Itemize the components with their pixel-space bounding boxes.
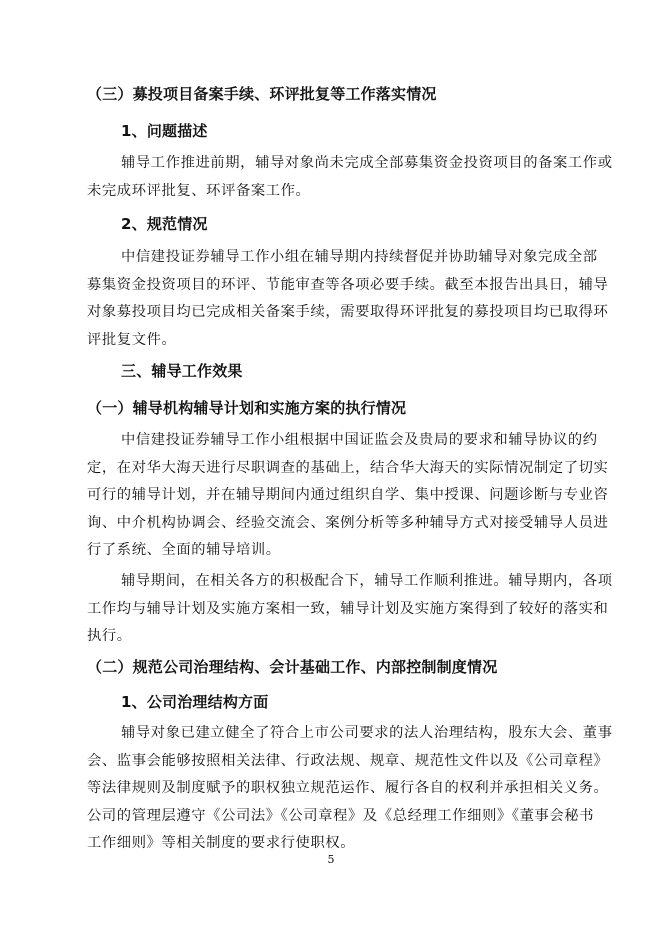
text-line: 辅导对象已建立健全了符合上市公司要求的法人治理结构，股东大会、董事 <box>121 725 613 741</box>
text-line: 定，在对华大海天进行尽职调查的基础上，结合华大海天的实际情况制定了切实 <box>87 459 609 476</box>
text-line: 中信建投证券辅导工作小组在辅导期内持续督促并协助辅导对象完成全部 <box>121 249 598 265</box>
text-line: 等法律规则及制度赋予的职权独立规范运作、履行各自的权利并承担相关义务。 <box>87 780 609 796</box>
text-line: 工作均与辅导计划及实施方案相一致，辅导计划及实施方案得到了较好的落实和 <box>87 600 609 617</box>
text-line: 评批复文件。 <box>87 331 177 348</box>
rectification-paragraph <box>87 244 609 354</box>
plan-execution-paragraph-2 <box>87 568 613 651</box>
text-line: 行了系统、全面的辅导培训。 <box>87 542 281 558</box>
text-line: 公司的管理层遵守《公司法》《公司章程》及《总经理工作细则》《董事会秘书 <box>87 807 595 824</box>
governance-structure-paragraph <box>87 720 613 858</box>
text-line: 询、中介机构协调会、经验交流会、案例分析等多种辅导方式对接受辅导人员进 <box>87 514 609 531</box>
subsection-heading-governance-controls: （二）规范公司治理结构、会计基础工作、内部控制制度情况 <box>87 658 498 676</box>
problem-description-paragraph <box>87 150 611 205</box>
text-line: 辅导工作推进前期，辅导对象尚未完成全部募集资金投资项目的备案工作或 <box>121 155 613 171</box>
plan-execution-paragraph-1 <box>87 427 609 565</box>
text-line: 辅导期间，在相关各方的积极配合下，辅导工作顺利推进。辅导期内，各项 <box>121 573 613 589</box>
text-line: 中信建投证券辅导工作小组根据中国证监会及贵局的要求和辅导协议的约 <box>121 432 598 448</box>
subsection-heading-plan-execution: （一）辅导机构辅导计划和实施方案的执行情况 <box>87 399 407 417</box>
page-number: 5 <box>327 853 335 866</box>
text-line: 工作细则》等相关制度的要求行使职权。 <box>87 835 356 851</box>
governance-structure-heading: 1、公司治理结构方面 <box>121 693 269 711</box>
text-line: 会、监事会能够按照相关法律、行政法规、规章、规范性文件以及《公司章程》 <box>87 752 609 769</box>
rectification-heading: 2、规范情况 <box>121 215 208 233</box>
text-line: 执行。 <box>87 628 132 644</box>
section-heading-guidance-effect: 三、辅导工作效果 <box>121 362 243 380</box>
text-line: 对象募投项目均已完成相关备案手续，需要取得环评批复的募投项目均已取得环 <box>87 304 609 320</box>
text-line: 募集资金投资项目的环评、节能审查等各项必要手续。截至本报告出具日，辅导 <box>87 276 609 293</box>
text-line: 可行的辅导计划，并在辅导期间内通过组织自学、集中授课、问题诊断与专业咨 <box>87 487 609 503</box>
problem-description-heading: 1、问题描述 <box>121 122 208 140</box>
subsection-heading-fundraising-filings: （三）募投项目备案手续、环评批复等工作落实情况 <box>87 85 437 103</box>
text-line: 未完成环评批复、环评备案工作。 <box>87 182 311 199</box>
